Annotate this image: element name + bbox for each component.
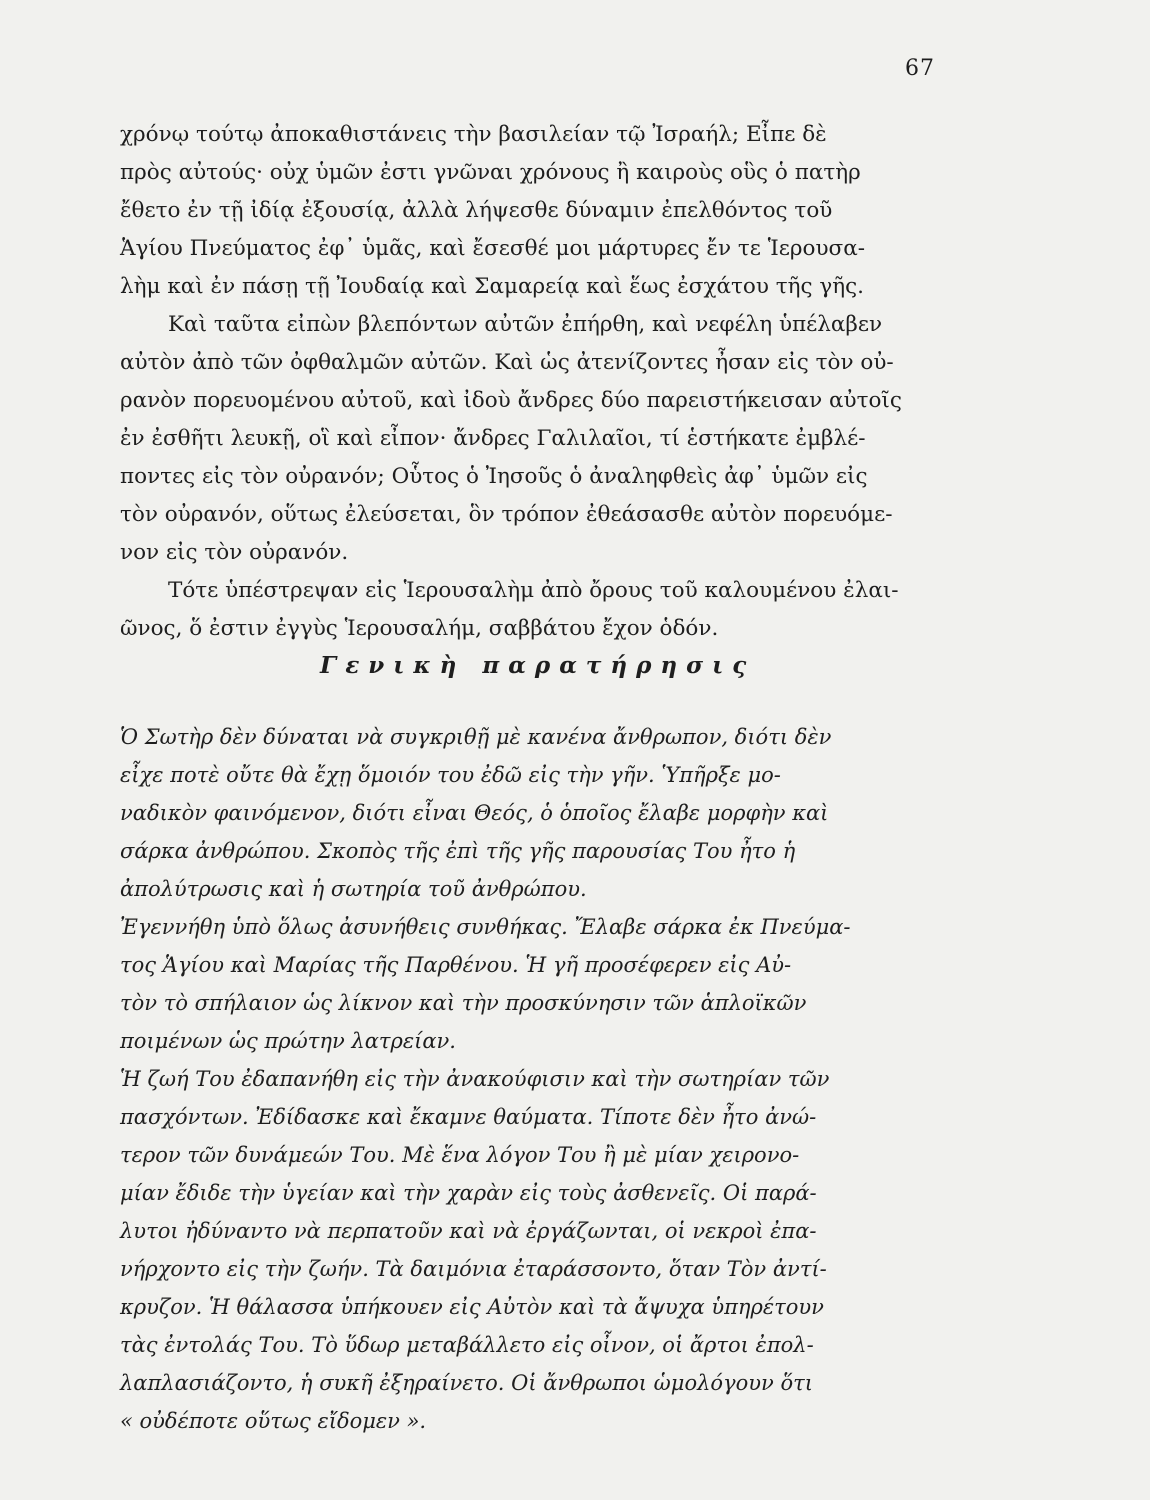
text-line: Ἡ ζωή Του ἐδαπανήθη εἰς τὴν ἀνακούφισιν καὶ τὴν σωτηρίαν τῶν — [120, 1067, 830, 1091]
text-line: ρανὸν πορευομένου αὐτοῦ, καὶ ἰδοὺ ἄνδρες δύο παρειστήκεισαν αὐτοῖς — [120, 388, 902, 413]
text-line: τὸν οὐρανόν, οὕτως ἐλεύσεται, ὃν τρόπον ἐθεάσασθε αὐτὸν πορευόμε- — [120, 502, 893, 527]
text-line: πρὸς αὐτούς· οὐχ ὑμῶν ἐστι γνῶναι χρόνους ἢ καιροὺς οὓς ὁ πατὴρ — [120, 160, 861, 185]
text-line: νήρχοντο εἰς τὴν ζωήν. Τὰ δαιμόνια ἐταράσσοντο, ὅταν Τὸν ἀντί- — [120, 1257, 827, 1281]
text-line: Τότε ὑπέστρεψαν εἰς Ἱερουσαλὴμ ἀπὸ ὄρους τοῦ καλουμένου ἐλαι- — [168, 578, 899, 603]
text-line: Ὁ Σωτὴρ δὲν δύναται νὰ συγκριθῇ μὲ κανένα ἄνθρωπον, διότι δὲν — [120, 725, 832, 749]
text-line: πασχόντων. Ἐδίδασκε καὶ ἔκαμνε θαύματα. Τίποτε δὲν ἦτο ἀνώ- — [120, 1105, 817, 1129]
text-line: τερον τῶν δυνάμεών Του. Μὲ ἕνα λόγον Του ἢ μὲ μίαν χειρονο- — [120, 1143, 800, 1167]
text-line: τος Ἁγίου καὶ Μαρίας τῆς Παρθένου. Ἡ γῆ προσέφερεν εἰς Αὐ- — [120, 953, 792, 977]
text-line: ἔθετο ἐν τῇ ἰδίᾳ ἐξουσίᾳ, ἀλλὰ λήψεσθε δύναμιν ἐπελθόντος τοῦ — [120, 198, 833, 223]
text-line: ῶνος, ὅ ἐστιν ἐγγὺς Ἱερουσαλήμ, σαββάτου ἔχον ὁδόν. — [120, 616, 719, 641]
text-line: λαπλασιάζοντο, ἡ συκῆ ἐξηραίνετο. Οἱ ἄνθρωποι ὡμολόγουν ὅτι — [120, 1371, 813, 1395]
text-line: ἐν ἐσθῆτι λευκῇ, οἳ καὶ εἶπον· ἄνδρες Γαλιλαῖοι, τί ἑστήκατε ἐμβλέ- — [120, 426, 866, 451]
text-line: χρόνῳ τούτῳ ἀποκαθιστάνεις τὴν βασιλείαν τῷ Ἰσραήλ; Εἶπε δὲ — [120, 122, 827, 147]
text-line: αὐτὸν ἀπὸ τῶν ὀφθαλμῶν αὐτῶν. Καὶ ὡς ἀτενίζοντες ἦσαν εἰς τὸν οὐ- — [120, 350, 894, 375]
text-line: σάρκα ἀνθρώπου. Σκοπὸς τῆς ἐπὶ τῆς γῆς παρουσίας Του ἦτο ἡ — [120, 839, 796, 863]
text-line: ναδικὸν φαινόμενον, διότι εἶναι Θεός, ὁ ὁποῖος ἔλαβε μορφὴν καὶ — [120, 801, 829, 825]
text-line: κρυζον. Ἡ θάλασσα ὑπήκουεν εἰς Αὐτὸν καὶ τὰ ἄψυχα ὑπηρέτουν — [120, 1295, 824, 1319]
text-line: εἶχε ποτὲ οὔτε θὰ ἔχῃ ὅμοιόν του ἐδῶ εἰς τὴν γῆν. Ὑπῆρξε μο- — [120, 763, 781, 787]
text-line: « οὐδέποτε οὕτως εἴδομεν ». — [120, 1409, 427, 1433]
text-line: Καὶ ταῦτα εἰπὼν βλεπόντων αὐτῶν ἐπήρθη, καὶ νεφέλη ὑπέλαβεν — [168, 312, 883, 337]
text-line: Ἐγεννήθη ὑπὸ ὅλως ἀσυνήθεις συνθήκας. Ἔλαβε σάρκα ἐκ Πνεύμα- — [120, 915, 851, 939]
text-line: μίαν ἔδιδε τὴν ὑγείαν καὶ τὴν χαρὰν εἰς τοὺς ἀσθενεῖς. Οἱ παρά- — [120, 1181, 817, 1205]
text-line: ἀπολύτρωσις καὶ ἡ σωτηρία τοῦ ἀνθρώπου. — [120, 877, 587, 901]
text-line: ποντες εἰς τὸν οὐρανόν; Οὗτος ὁ Ἰησοῦς ὁ ἀναληφθεὶς ἀφ᾽ ὑμῶν εἰς — [120, 464, 868, 489]
text-line: νον εἰς τὸν οὐρανόν. — [120, 540, 349, 565]
section-heading: Γενικὴ παρατήρησις — [320, 652, 756, 679]
text-line: ποιμένων ὡς πρώτην λατρείαν. — [120, 1029, 456, 1053]
page-number: 67 — [905, 56, 935, 81]
text-line: τὸν τὸ σπήλαιον ὡς λίκνον καὶ τὴν προσκύνησιν τῶν ἁπλοϊκῶν — [120, 991, 807, 1015]
text-line: λυτοι ἠδύναντο νὰ περπατοῦν καὶ νὰ ἐργάζωνται, οἱ νεκροὶ ἐπα- — [120, 1219, 817, 1243]
text-line: λὴμ καὶ ἐν πάσῃ τῇ Ἰουδαίᾳ καὶ Σαμαρείᾳ καὶ ἕως ἐσχάτου τῆς γῆς. — [120, 274, 865, 299]
text-line: τὰς ἐντολάς Του. Τὸ ὕδωρ μεταβάλλετο εἰς οἶνον, οἱ ἄρτοι ἐπολ- — [120, 1333, 814, 1357]
text-line: Ἁγίου Πνεύματος ἐφ᾽ ὑμᾶς, καὶ ἔσεσθέ μοι μάρτυρες ἔν τε Ἱερουσα- — [120, 236, 866, 261]
